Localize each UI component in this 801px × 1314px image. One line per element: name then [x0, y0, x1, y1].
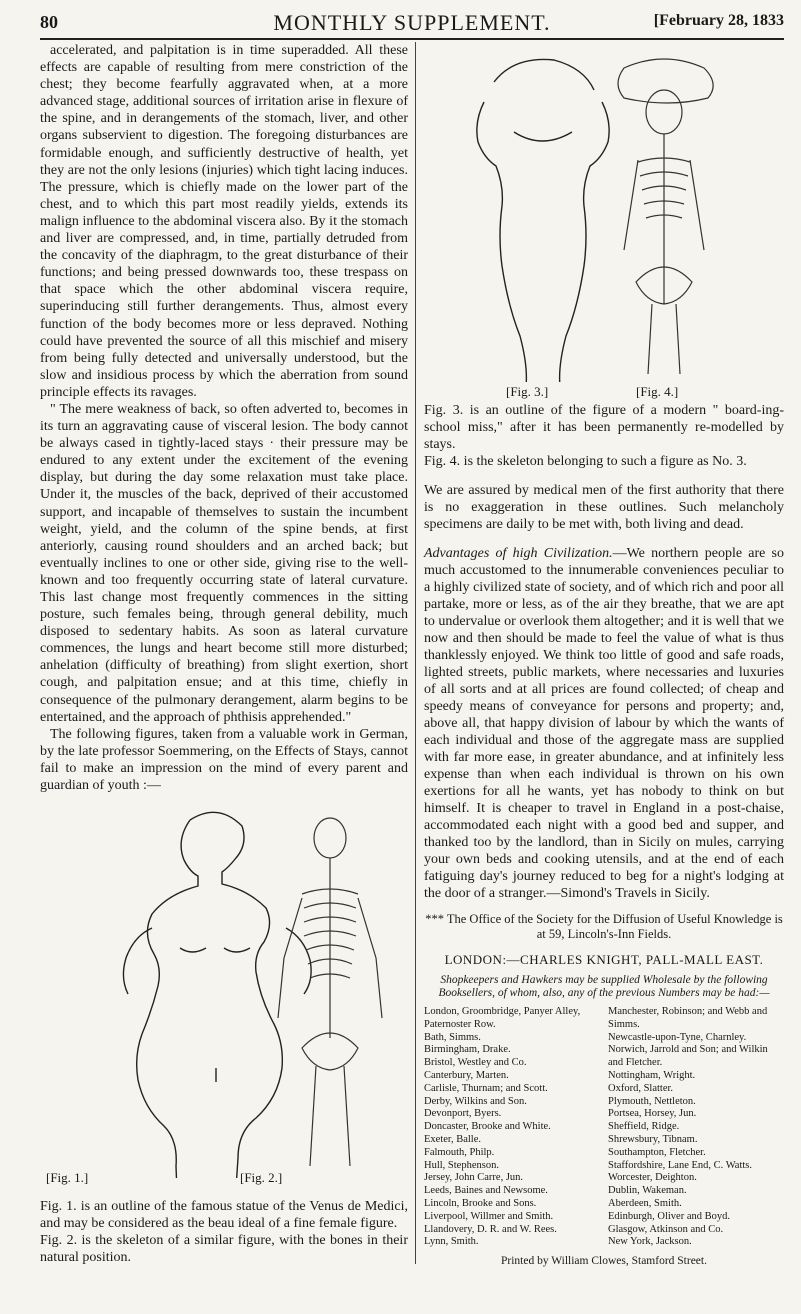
bookseller-entry: Hull, Stephenson.: [424, 1159, 499, 1171]
bookseller-entry: Devonport, Byers.: [424, 1108, 502, 1120]
publication-title: MONTHLY SUPPLEMENT.: [273, 10, 551, 35]
bookseller-entry: Dublin, Wakeman.: [608, 1185, 687, 1197]
paragraph-1: accelerated, and palpitation is in time superadded. All these effects are capable of resulting from mere constriction of the chest; they become fearfully aggravated when, at a more advanced stage, additional sources of irritation arise in flexure of the spine, and in derangements of the stomach, liver, and other organs subservient to digestion. The foregoing disturbances are formidable enough, and sufficiently destructive of health, yet they are not the only lesions (injuries) which tight lacing induces. The pressure, which is chiefly made on the lower part of the chest, and to which this part most readily yields, extends its malign influence to the abdominal viscera also. By it the stomach and liver are compressed, and, in time, partially detruded from the concavity of the diaphragm, to the great disturbance of their functions; and being pressed downwards too, these trespass on that space which the other abdominal viscera require, superinducing still further derangements. Thus, almost every function of the body becomes more or less depraved. Nothing could have prevented the source of all this mischief and misery from being fully detected and universally understood, but the slow and insidious process by which the aberration from sound principle effects its ravages.: [40, 43, 408, 400]
bookseller-entry: Leeds, Baines and Newsome.: [424, 1185, 548, 1197]
bookseller-entry: Bristol, Westley and Co.: [424, 1057, 527, 1069]
fig-1-caption: Fig. 1. is an outline of the famous statue of the Venus de Medici, and may be considered as the beau ideal of a fine female figure.: [40, 1199, 408, 1232]
fig-3-caption: Fig. 3. is an outline of the figure of a modern " board-ing-school miss," after it has been permanently re-modelled by stays.: [424, 403, 784, 452]
bookseller-entry: Llandovery, D. R. and W. Rees.: [424, 1223, 557, 1235]
bookseller-entry: Exeter, Balle.: [424, 1133, 482, 1145]
paragraph-3: The following figures, taken from a valuable work in German, by the late professor Soemmering, on the Effects of Stays, cannot fail to make an impression on the mind of every parent and guardian of youth :—: [40, 726, 408, 794]
printer-credit: Printed by William Clowes, Stamford Street.: [501, 1255, 707, 1268]
bookseller-entry: Aberdeen, Smith.: [608, 1197, 682, 1209]
bookseller-entry: Plymouth, Nettleton.: [608, 1095, 696, 1107]
bookseller-entry: Staffordshire, Lane End, C. Watts.: [608, 1159, 752, 1171]
booksellers-list-right: [608, 1006, 784, 1249]
imprint-title: LONDON:—CHARLES KNIGHT, PALL-MALL EAST.: [444, 952, 764, 967]
bookseller-entry: Manchester, Robinson; and Webb and Simms.: [608, 1006, 768, 1030]
bookseller-entry: London, Groombridge, Panyer Alley, Paternoster Row.: [424, 1006, 581, 1030]
advantages-text: —We northern people are so much accustomed to the innumerable conveniences peculiar to a highly civilized state of society, and of which rich and poor all partake, more or less, as of the air they breathe, that we are apt to undervalue or overlook them altogether; and it is well that we now and then should be made to feel the value of what is thus thanklessly enjoyed. We think too little of good and safe roads, lighted streets, public markets, where necessaries and luxuries of all sorts and at all prices are found collected; of cheap and speedy means of conveyance for persons and property; and, above all, that happy division of labour by which the wants of each individual and those of the aggregate mass are supplied with far more ease, in greater abundance, and at infinitely less expense than when each individual is thrown on his own exertions for all he wants, yet has nobody to think on but himself. It is cheaper to travel in England in a post-chaise, accommodated each night with a good bed and supper, and thanked too by the landlord, than in Sicily on mules, carrying your own beds and cooking utensils, and at the end of each fatiguing day's journey reduced to beg for a night's lodging at the door of a stranger.—Simond's Travels in Sicily.: [424, 546, 785, 901]
bookseller-entry: Bath, Simms.: [424, 1031, 481, 1043]
bookseller-entry: Nottingham, Wright.: [608, 1069, 696, 1081]
bookseller-entry: New York, Jackson.: [608, 1236, 692, 1248]
figures-1-2: [40, 798, 408, 1198]
bookseller-entry: Doncaster, Brooke and White.: [424, 1121, 551, 1133]
fig-1-label: [Fig. 1.]: [46, 1170, 89, 1186]
advantages-heading: Advantages of high Civilization.: [424, 546, 613, 561]
bookseller-entry: Carlisle, Thurnam; and Scott.: [424, 1082, 548, 1094]
assurance-paragraph: We are assured by medical men of the first authority that there is no exaggeration in these outlines. Such melancholy specimens are daily to be met with, both living and dead.: [424, 483, 784, 532]
page-number: 80: [40, 12, 58, 32]
bookseller-entry: Edinburgh, Oliver and Boyd.: [608, 1210, 731, 1222]
left-column: [40, 42, 408, 1266]
bookseller-entry: Birmingham, Drake.: [424, 1044, 511, 1056]
bookseller-entry: Glasgow, Atkinson and Co.: [608, 1223, 724, 1235]
imprint-intro: Shopkeepers and Hawkers may be supplied Wholesale by the following Booksellers, of whom, also, any of the previous Numbers may be had:—: [438, 974, 770, 999]
fig-4-caption: Fig. 4. is the skeleton belonging to such a figure as No. 3.: [424, 454, 747, 469]
bookseller-entry: Falmouth, Philp.: [424, 1146, 495, 1158]
bookseller-entry: Worcester, Deighton.: [608, 1172, 697, 1184]
bookseller-entry: Lynn, Smith.: [424, 1236, 479, 1248]
fig-4-label: [Fig. 4.]: [636, 384, 679, 399]
bookseller-entry: Oxford, Slatter.: [608, 1082, 674, 1094]
issue-date: [February 28, 1833: [653, 12, 784, 29]
laced-figure-and-skeleton-figure: [424, 42, 784, 382]
bookseller-entry: Southampton, Fletcher.: [608, 1146, 706, 1158]
bookseller-entry: Portsea, Horsey, Jun.: [608, 1108, 697, 1120]
bookseller-entry: Lincoln, Brooke and Sons.: [424, 1197, 537, 1209]
fig-3-label: [Fig. 3.]: [506, 384, 549, 399]
bookseller-entry: Shrewsbury, Tibnam.: [608, 1133, 698, 1145]
right-column: [424, 42, 784, 1267]
booksellers-lists: [424, 1006, 784, 1249]
bookseller-entry: Sheffield, Ridge.: [608, 1121, 680, 1133]
bookseller-entry: Jersey, John Carre, Jun.: [424, 1172, 524, 1184]
booksellers-list-left: [424, 1006, 600, 1249]
bookseller-entry: Liverpool, Willmer and Smith.: [424, 1210, 554, 1222]
paragraph-2: " The mere weakness of back, so often adverted to, becomes in its turn an aggravating cause of visceral lesion. The body cannot be always cased in tightly-laced stays · their pressure may be endured to any extent under the excitement of the evening display, but during the day some relaxation must take place. Under it, the muscles of the back, deprived of their accustomed support, and incapable of themselves to sustain the incumbent weight, yield, and the column of the spine bends, at first anteriorly, causing round shoulders and an arched back; but eventually inclines to one or other side, giving rise to the well-known and too frequently occurring state of lateral curvature. This last change most frequently commences in the sitting posture, such females being, through general debility, much disposed to sedentary habits. As soon as lateral curvature commences, the lungs and heart become still more disturbed; anhelation (difficulty of breathing) from slight exertion, short cough, and palpitation ensue; and at this time, chiefly in consequence of the pulmonary derangement, alarm begins to be entertained, and the approach of phthisis apprehended.": [40, 401, 408, 725]
venus-outline-and-skeleton-figure: [40, 798, 408, 1178]
society-note: *** The Office of the Society for the Diffusion of Useful Knowledge is at 59, Lincoln's-Inn Fields.: [425, 912, 783, 941]
fig-2-caption: Fig. 2. is the skeleton of a similar figure, with the bones in their natural position.: [40, 1233, 408, 1266]
figures-3-4: [424, 42, 784, 402]
fig-2-label: [Fig. 2.]: [240, 1170, 283, 1186]
bookseller-entry: Canterbury, Marten.: [424, 1069, 509, 1081]
column-divider: [415, 42, 416, 1264]
bookseller-entry: Derby, Wilkins and Son.: [424, 1095, 527, 1107]
bookseller-entry: Newcastle-upon-Tyne, Charnley.: [608, 1031, 747, 1043]
page-header: [40, 8, 784, 40]
advantages-paragraph: [424, 545, 784, 902]
bookseller-entry: Norwich, Jarrold and Son; and Wilkin and Fletcher.: [608, 1044, 768, 1069]
